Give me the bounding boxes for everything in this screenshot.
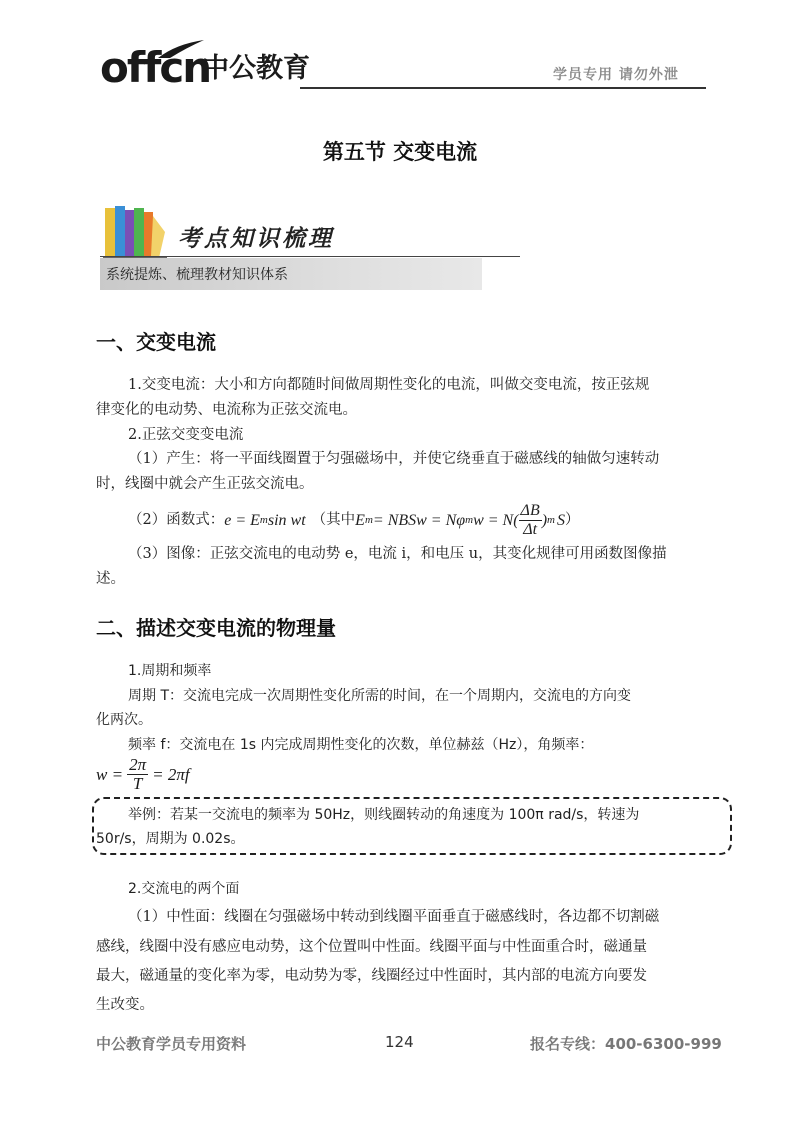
formula-eq: = NBSw = Nφ (372, 512, 466, 529)
formula-em-sub: m (364, 514, 373, 526)
logo-text-cn: 中公教育 (202, 53, 310, 84)
banner-rule (100, 256, 520, 257)
formula-fraction (519, 502, 542, 539)
formula-em: E (355, 512, 365, 529)
example-text: 50r/s，周期为 0.02s。 (96, 831, 245, 847)
formula-tail: sin wt (267, 512, 306, 529)
formula-paren-close: ） (565, 512, 580, 528)
formula-w-label: w = (96, 764, 124, 784)
paragraph: 频率 f：交流电在 1s 内完成周期性变化的次数，单位赫兹（Hz），角频率： (128, 737, 594, 753)
formula-sub: m (259, 514, 268, 526)
formula-w: w = N( (473, 512, 519, 529)
formula-phi-sub: m (465, 514, 474, 526)
paragraph: （3）图像：正弦交流电的电动势 e，电流 i，和电压 u，其变化规律可用函数图像描 (128, 546, 667, 562)
formula-label: （2）函数式： (128, 512, 225, 528)
paragraph: 化两次。 (96, 712, 152, 728)
paragraph: 最大，磁通量的变化率为零，电动势为零，线圈经过中性面时，其内部的电流方向要发 (96, 968, 647, 984)
section-heading-1: 一、交变电流 (96, 330, 216, 354)
formula-line (128, 502, 580, 539)
paragraph: 时，线圈中就会产生正弦交流电。 (96, 476, 314, 492)
example-text: 举例：若某一交流电的频率为 50Hz，则线圈转动的角速度为 100π rad/s，转速为 (128, 807, 640, 823)
paragraph: 律变化的电动势、电流称为正弦交流电。 (96, 402, 357, 418)
books-icon (103, 202, 169, 260)
fraction-denominator: Δt (523, 521, 538, 538)
paragraph: 周期 T：交流电完成一次周期性变化所需的时间，在一个周期内，交流电的方向变 (128, 688, 631, 704)
banner-title: 考点知识梳理 (178, 225, 334, 252)
paragraph: 2.交流电的两个面 (128, 881, 240, 897)
footer-left: 中公教育学员专用资料 (96, 1035, 247, 1053)
fraction-numerator: 2π (129, 755, 147, 774)
fraction-denominator: T (132, 774, 143, 793)
paragraph: 1.周期和频率 (128, 663, 212, 679)
formula-main: e = E (224, 512, 260, 529)
paragraph: 感线，线圈中没有感应电动势，这个位置叫中性面。线圈平面与中性面重合时，磁通量 (96, 939, 647, 955)
formula-fraction (127, 756, 148, 793)
fraction-numerator: ΔB (520, 502, 540, 519)
page-number: 124 (385, 1033, 414, 1051)
logo-text-en: offcn (100, 43, 211, 92)
paragraph: 2.正弦交变变电流 (128, 427, 244, 443)
formula-close-sub: m (547, 514, 555, 526)
formula-tail: = 2πf (152, 764, 190, 784)
paragraph: （1）产生：将一平面线圈置于匀强磁场中，并使它绕垂直于磁感线的轴做匀速转动 (128, 451, 660, 467)
footer-hotline: 报名专线：400-6300-999 (530, 1035, 722, 1053)
paragraph: （1）中性面：线圈在匀强磁场中转动到线圈平面垂直于磁感线时，各边都不切割磁 (128, 909, 660, 925)
section-heading-2: 二、描述交变电流的物理量 (96, 616, 336, 640)
paragraph: 述。 (96, 571, 125, 587)
angular-frequency-formula (96, 756, 190, 793)
page-title: 第五节 交变电流 (322, 140, 478, 164)
formula-paren-open: （其中 (311, 512, 356, 528)
banner-subtitle: 系统提炼、梳理教材知识体系 (106, 267, 288, 283)
offcn-logo (100, 38, 310, 94)
header-rule (300, 87, 706, 89)
paragraph: 生改变。 (96, 997, 154, 1013)
paragraph: 1.交变电流：大小和方向都随时间做周期性变化的电流，叫做交变电流，按正弦规 (128, 377, 650, 393)
header-note: 学员专用 请勿外泄 (553, 67, 679, 83)
formula-close: ) (541, 512, 548, 529)
formula-s: S (557, 512, 565, 529)
